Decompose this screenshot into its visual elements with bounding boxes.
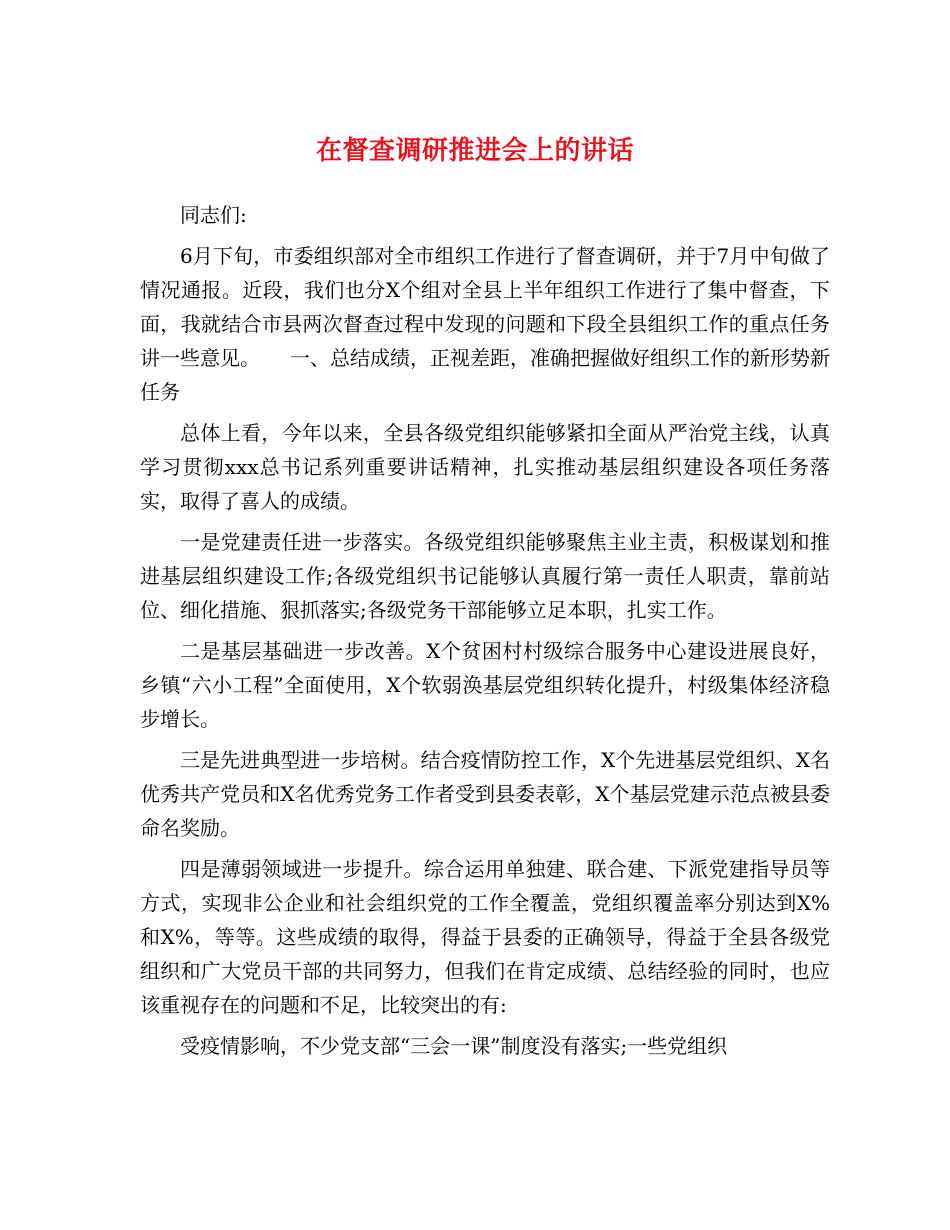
body-paragraph: 6月下旬，市委组织部对全市组织工作进行了督查调研，并于7月中旬做了情况通报。近段，我们也分X个组对全县上半年组织工作进行了集中督查，下面，我就结合市县两次督查过程中发现的问题和下段全县组织工作的重点任务讲一些意见。 一、总结成绩，正视差距，准确把握做好组织工作的新形势新任务 [140, 244, 830, 404]
body-paragraph: 二是基层基础进一步改善。X个贫困村村级综合服务中心建设进展良好，乡镇“六小工程”全面使用，X个软弱涣基层党组织转化提升，村级集体经济稳步增长。 [140, 639, 830, 731]
body-paragraph: 受疫情影响，不少党支部“三会一课”制度没有落实;一些党组织 [180, 1034, 728, 1058]
body-paragraph: 三是先进典型进一步培树。结合疫情防控工作，X个先进基层党组织、X名优秀共产党员和X名优秀党务工作者受到县委表彰，X个基层党建示范点被县委命名奖励。 [140, 748, 830, 840]
body-paragraph: 总体上看，今年以来，全县各级党组织能够紧扣全面从严治党主线，认真学习贯彻xxx总书记系列重要讲话精神，扎实推动基层组织建设各项任务落实，取得了喜人的成绩。 [140, 421, 830, 513]
document-title: 在督查调研推进会上的讲话 [315, 136, 634, 166]
document-body [140, 198, 830, 1070]
body-paragraph: 一是党建责任进一步落实。各级党组织能够聚焦主业主责，积极谋划和推进基层组织建设工作;各级党组织书记能够认真履行第一责任人职责，靠前站位、细化措施、狠抓落实;各级党务干部能够立足本职，扎实工作。 [140, 530, 830, 622]
body-paragraph: 四是薄弱领域进一步提升。综合运用单独建、联合建、下派党建指导员等方式，实现非公企业和社会组织党的工作全覆盖，党组织覆盖率分别达到X%和X%，等等。这些成绩的取得，得益于县委的正确领导，得益于全县各级党组织和广大党员干部的共同努力，但我们在肯定成绩、总结经验的同时，也应该重视存在的问题和不足，比较突出的有: [140, 857, 830, 1017]
salutation-paragraph: 同志们: [180, 203, 247, 227]
